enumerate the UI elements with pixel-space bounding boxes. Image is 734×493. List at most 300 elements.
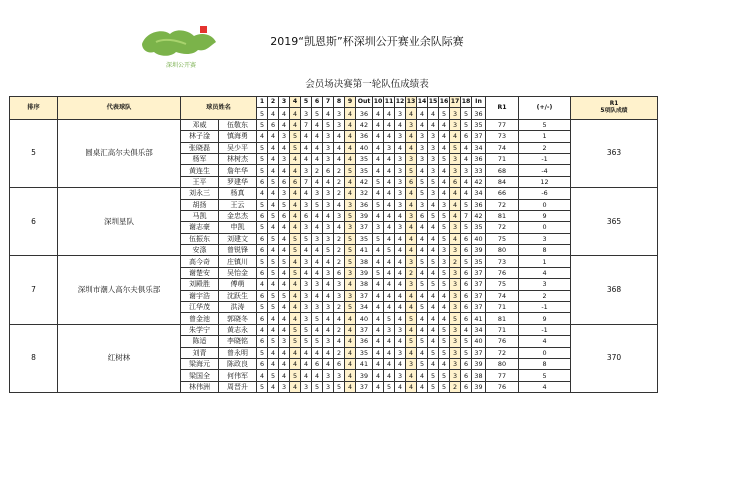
hole-score: 3 [301,279,312,290]
hole-score: 4 [428,313,439,324]
out-score: 38 [356,256,373,267]
hole-score: 6 [268,119,279,130]
hole-score: 5 [257,222,268,233]
hole-score: 3 [406,210,417,221]
hole-score: 3 [406,279,417,290]
hole-score: 5 [439,222,450,233]
hole-score: 3 [334,290,345,301]
hole-score: 5 [461,199,472,210]
hole-score: 5 [279,256,290,267]
par-value: 5 [312,108,323,119]
hole-score: 5 [268,290,279,301]
hole-number: 11 [384,97,395,108]
hole-score: 2 [334,302,345,313]
partner-name: 傅萌 [219,279,257,290]
hole-score: 4 [428,119,439,130]
table-row [10,324,658,335]
hole-score: 5 [290,142,301,153]
partner-name: 吴少平 [219,142,257,153]
hole-score: 4 [395,233,406,244]
hole-number: 16 [439,97,450,108]
hole-score: 5 [373,267,384,278]
r1-score: 72 [486,222,519,233]
hole-score: 4 [323,176,334,187]
r1-score: 75 [486,279,519,290]
out-score: 36 [356,199,373,210]
hole-score: 6 [450,176,461,187]
player-name: 伍振东 [181,233,219,244]
hole-score: 4 [257,131,268,142]
hole-score: 4 [395,119,406,130]
hole-score: 4 [345,176,356,187]
to-par-score: 3 [519,233,571,244]
hole-score: 5 [268,370,279,381]
r1-score: 80 [486,245,519,256]
hole-score: 5 [428,347,439,358]
hole-score: 4 [290,210,301,221]
hole-score: 5 [439,324,450,335]
out-score: 42 [356,119,373,130]
hole-score: 4 [268,165,279,176]
hole-score: 6 [323,165,334,176]
hole-score: 5 [417,336,428,347]
hole-score: 4 [312,142,323,153]
hole-score: 4 [373,131,384,142]
hole-score: 5 [323,245,334,256]
to-par-score: 3 [519,279,571,290]
hole-score: 3 [323,188,334,199]
hole-score: 4 [312,153,323,164]
player-name: 王平 [181,176,219,187]
hole-score: 4 [395,267,406,278]
hole-number: 18 [461,97,472,108]
hole-number: 8 [334,97,345,108]
hole-score: 3 [450,370,461,381]
out-score: 34 [356,302,373,313]
partner-name: 慎海勇 [219,131,257,142]
out-score: 35 [356,165,373,176]
in-score: 34 [472,142,486,153]
team-rank: 8 [10,324,58,392]
hole-score: 4 [373,119,384,130]
hole-score: 4 [279,324,290,335]
hole-score: 3 [450,245,461,256]
hole-score: 2 [334,176,345,187]
hole-score: 3 [301,199,312,210]
hole-score: 6 [461,245,472,256]
team-r1-label: R1 [609,100,619,107]
hole-score: 4 [373,245,384,256]
hole-score: 4 [373,358,384,369]
in-score: 35 [472,222,486,233]
hole-score: 3 [301,256,312,267]
to-par-score: 4 [519,267,571,278]
hole-score: 3 [334,279,345,290]
partner-name: 詹年华 [219,165,257,176]
hole-score: 3 [428,165,439,176]
hole-score: 5 [257,381,268,392]
hole-score: 6 [417,210,428,221]
partner-name: 沈跃生 [219,290,257,301]
hole-score: 4 [461,142,472,153]
hole-score: 4 [373,210,384,221]
hole-score: 5 [384,381,395,392]
hole-score: 4 [417,324,428,335]
hole-number: 9 [345,97,356,108]
team-rank: 6 [10,188,58,256]
hole-number: 3 [279,97,290,108]
in-score: 39 [472,381,486,392]
to-par-score: 12 [519,176,571,187]
hole-score: 4 [345,358,356,369]
in-score: 37 [472,279,486,290]
hole-score: 4 [312,290,323,301]
hole-score: 4 [334,313,345,324]
hole-score: 4 [268,279,279,290]
hole-score: 4 [312,347,323,358]
hole-score: 4 [439,165,450,176]
partner-name: 李晓铭 [219,336,257,347]
hole-score: 3 [428,142,439,153]
hole-score: 7 [461,210,472,221]
r1-score: 71 [486,153,519,164]
hole-score: 4 [279,233,290,244]
in-score: 39 [472,358,486,369]
to-par-score: 0 [519,199,571,210]
hole-score: 3 [417,131,428,142]
hole-score: 4 [373,381,384,392]
hole-score: 4 [334,336,345,347]
hole-score: 5 [312,381,323,392]
in-score: 41 [472,313,486,324]
to-par-score: 0 [519,222,571,233]
hole-score: 4 [384,131,395,142]
hole-score: 4 [373,370,384,381]
player-name: 谢志豪 [181,222,219,233]
r1-header: R1 [486,97,519,120]
hole-score: 5 [461,336,472,347]
hole-score: 4 [279,165,290,176]
to-par-score: 4 [519,381,571,392]
hole-score: 3 [450,165,461,176]
hole-score: 3 [323,131,334,142]
partner-name: 郭晓冬 [219,313,257,324]
par-value: 5 [461,108,472,119]
hole-score: 3 [417,153,428,164]
hole-score: 6 [406,176,417,187]
hole-score: 3 [450,279,461,290]
hole-score: 4 [450,233,461,244]
partner-name: 金忠杰 [219,210,257,221]
hole-score: 6 [461,381,472,392]
hole-score: 4 [406,142,417,153]
hole-score: 5 [417,256,428,267]
hole-number: 12 [395,97,406,108]
hole-score: 5 [290,336,301,347]
hole-score: 5 [417,188,428,199]
out-score: 35 [356,233,373,244]
par-value: 4 [268,108,279,119]
player-name: 江华茂 [181,302,219,313]
rank-header: 排序 [10,97,58,120]
partner-name: 申凯 [219,222,257,233]
to-par-score: -1 [519,302,571,313]
table-row [10,119,658,130]
hole-score: 4 [312,210,323,221]
hole-score: 5 [439,233,450,244]
to-par-score: 8 [519,358,571,369]
team-r1-sublabel: 5项队成绩 [600,107,628,114]
hole-score: 4 [279,370,290,381]
hole-score: 6 [461,302,472,313]
hole-score: 4 [406,290,417,301]
par-value: 4 [373,108,384,119]
hole-score: 5 [301,324,312,335]
out-score: 42 [356,176,373,187]
hole-score: 4 [417,313,428,324]
hole-score: 4 [312,324,323,335]
r1-score: 71 [486,302,519,313]
hole-score: 4 [345,131,356,142]
par-value: 4 [279,108,290,119]
hole-score: 4 [345,381,356,392]
r1-score: 76 [486,267,519,278]
player-name: 邓威 [181,119,219,130]
player-name: 高今奇 [181,256,219,267]
in-score: 37 [472,302,486,313]
hole-score: 6 [257,267,268,278]
hole-score: 4 [417,381,428,392]
hole-score: 5 [439,153,450,164]
hole-score: 5 [417,358,428,369]
in-score: 37 [472,347,486,358]
hole-score: 3 [450,153,461,164]
hole-score: 3 [450,222,461,233]
hole-score: 5 [406,165,417,176]
hole-score: 2 [450,381,461,392]
to-par-header: (+/-) [519,97,571,120]
r1-score: 74 [486,142,519,153]
hole-score: 4 [417,165,428,176]
player-name: 朱学宁 [181,324,219,335]
hole-score: 4 [301,131,312,142]
hole-score: 3 [395,176,406,187]
table-row [10,256,658,267]
hole-score: 4 [428,358,439,369]
hole-score: 5 [428,370,439,381]
hole-score: 3 [395,165,406,176]
hole-score: 4 [268,142,279,153]
to-par-score: -4 [519,165,571,176]
hole-score: 4 [323,313,334,324]
hole-score: 5 [257,142,268,153]
hole-score: 4 [450,131,461,142]
out-score: 37 [356,324,373,335]
hole-score: 4 [312,176,323,187]
hole-score: 4 [395,313,406,324]
hole-score: 5 [279,290,290,301]
hole-score: 3 [461,165,472,176]
hole-score: 4 [279,245,290,256]
hole-score: 6 [461,370,472,381]
hole-score: 5 [312,336,323,347]
hole-score: 2 [334,256,345,267]
hole-score: 3 [450,347,461,358]
hole-score: 3 [312,233,323,244]
hole-score: 4 [373,347,384,358]
hole-score: 4 [428,233,439,244]
player-name: 陈适 [181,336,219,347]
hole-score: 6 [461,358,472,369]
hole-score: 4 [268,313,279,324]
hole-score: 5 [428,210,439,221]
hole-score: 3 [406,119,417,130]
in-score: 35 [472,119,486,130]
hole-score: 3 [395,199,406,210]
hole-score: 4 [290,302,301,313]
player-name: 梁海元 [181,358,219,369]
hole-score: 3 [345,222,356,233]
hole-score: 4 [279,267,290,278]
in-score: 34 [472,188,486,199]
out-header: Out [356,97,373,108]
hole-score: 4 [279,119,290,130]
player-name: 曾金池 [181,313,219,324]
hole-score: 4 [373,153,384,164]
hole-score: 4 [345,119,356,130]
hole-score: 5 [345,210,356,221]
hole-score: 4 [290,188,301,199]
hole-score: 4 [301,267,312,278]
team-r1-header [571,97,658,120]
in-score: 33 [472,165,486,176]
hole-score: 4 [439,142,450,153]
partner-name: 吴怡金 [219,267,257,278]
hole-score: 3 [439,256,450,267]
hole-score: 4 [290,256,301,267]
hole-score: 3 [395,188,406,199]
hole-score: 4 [373,324,384,335]
hole-score: 4 [301,188,312,199]
r1-score: 81 [486,313,519,324]
hole-score: 4 [268,188,279,199]
hole-score: 6 [334,358,345,369]
hole-score: 4 [345,336,356,347]
out-score: 36 [356,131,373,142]
hole-score: 4 [279,313,290,324]
hole-score: 4 [268,324,279,335]
out-score: 37 [356,381,373,392]
hole-score: 4 [279,302,290,313]
hole-score: 5 [373,199,384,210]
hole-score: 4 [417,347,428,358]
hole-score: 3 [334,119,345,130]
player-name: 杨军 [181,153,219,164]
hole-score: 3 [450,358,461,369]
hole-score: 4 [301,358,312,369]
hole-score: 4 [384,336,395,347]
hole-number: 1 [257,97,268,108]
player-name: 张晓磊 [181,142,219,153]
hole-score: 3 [323,302,334,313]
hole-score: 2 [334,188,345,199]
hole-score: 3 [345,267,356,278]
table-row [10,188,658,199]
in-score: 37 [472,267,486,278]
hole-score: 4 [257,279,268,290]
in-score: 37 [472,290,486,301]
hole-score: 5 [268,233,279,244]
team-name: 圆桌汇高尔夫俱乐部 [58,119,181,187]
team-total: 368 [571,256,658,324]
hole-score: 3 [439,245,450,256]
hole-score: 4 [323,324,334,335]
player-name: 胡扬 [181,199,219,210]
partner-name: 黄志永 [219,324,257,335]
hole-score: 5 [417,279,428,290]
hole-score: 4 [290,279,301,290]
hole-score: 3 [312,302,323,313]
hole-score: 4 [373,142,384,153]
hole-score: 4 [312,245,323,256]
hole-score: 6 [461,313,472,324]
hole-score: 4 [461,324,472,335]
hole-score: 5 [290,370,301,381]
hole-score: 3 [395,153,406,164]
to-par-score: 4 [519,336,571,347]
hole-score: 3 [450,302,461,313]
partner-name: 陈政良 [219,358,257,369]
hole-score: 4 [373,302,384,313]
partner-name: 林树杰 [219,153,257,164]
hole-score: 4 [279,347,290,358]
page-subtitle: 会员场决赛第一轮队伍成绩表 [305,79,429,90]
to-par-score: -1 [519,324,571,335]
hole-score: 5 [279,199,290,210]
out-score: 41 [356,245,373,256]
hole-number: 15 [428,97,439,108]
to-par-score: 1 [519,131,571,142]
team-total: 365 [571,188,658,256]
in-score: 34 [472,324,486,335]
par-value: 4 [384,108,395,119]
hole-score: 4 [439,119,450,130]
hole-score: 4 [406,302,417,313]
hole-score: 6 [257,233,268,244]
hole-score: 3 [279,153,290,164]
hole-score: 5 [428,176,439,187]
hole-score: 6 [312,358,323,369]
hole-score: 4 [334,199,345,210]
hole-score: 2 [334,324,345,335]
hole-score: 4 [417,267,428,278]
out-score: 40 [356,142,373,153]
hole-score: 4 [439,290,450,301]
hole-score: 2 [450,256,461,267]
out-score: 41 [356,358,373,369]
hole-score: 6 [279,210,290,221]
out-score: 35 [356,347,373,358]
out-score: 32 [356,188,373,199]
hole-score: 5 [323,119,334,130]
hole-score: 3 [428,188,439,199]
partner-name: 洪涛 [219,302,257,313]
hole-score: 4 [268,358,279,369]
player-header: 球员姓名 [181,97,257,120]
partner-name: 何伟军 [219,370,257,381]
hole-score: 5 [439,347,450,358]
in-score: 36 [472,153,486,164]
